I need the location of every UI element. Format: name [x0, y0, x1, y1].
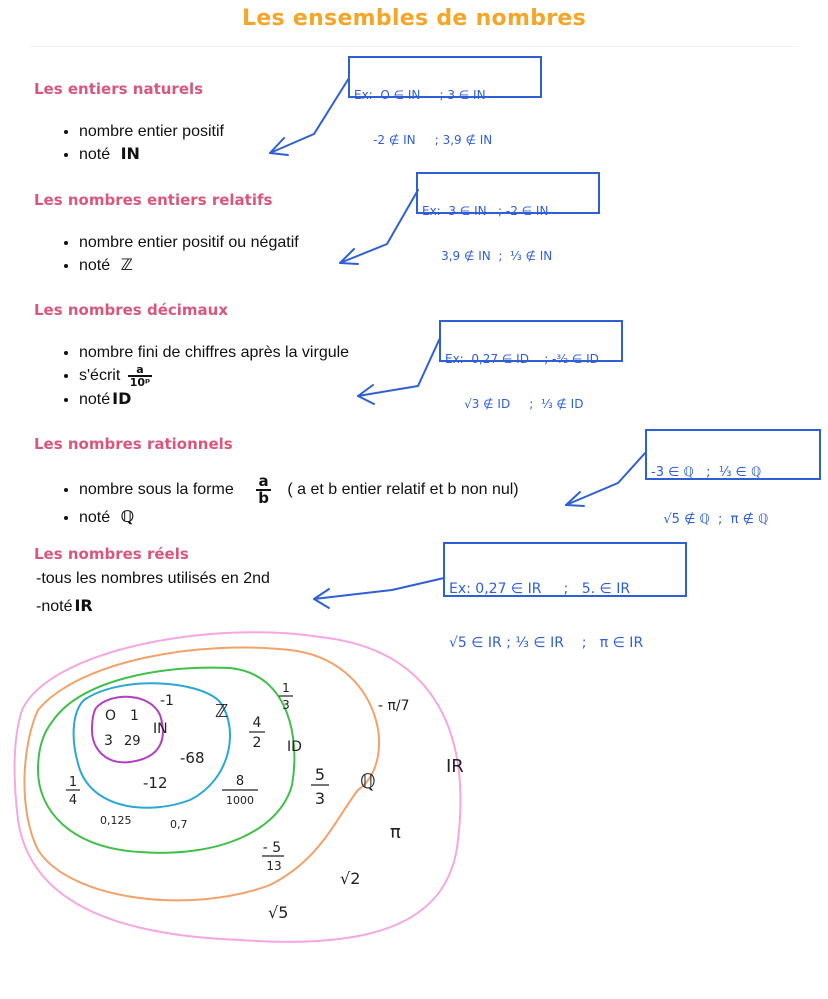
svg-text:1: 1 — [282, 681, 290, 695]
list-item: • noté ℤ — [79, 254, 299, 277]
svg-text:3: 3 — [282, 698, 290, 712]
reels-line-1: -tous les nombres utilisés en 2nd — [36, 570, 270, 587]
heading-decimaux: Les nombres décimaux — [34, 301, 229, 319]
fraction-a-over-10p: $\frac{a}{\text{10ᵖ}}$ — [129, 363, 151, 389]
set-label-Q: ℚ — [360, 769, 376, 793]
svg-text:1000: 1000 — [226, 794, 254, 807]
number-R: √2 — [340, 869, 361, 888]
svg-text:4: 4 — [252, 715, 262, 731]
fraction-D — [222, 774, 258, 807]
svg-text:1: 1 — [68, 775, 78, 790]
number-Z: -1 — [160, 693, 174, 709]
fraction-Q — [311, 765, 329, 808]
list-item: • noté IN — [79, 143, 224, 166]
set-label-N: IN — [153, 721, 168, 737]
number-Z: -68 — [180, 749, 205, 767]
svg-text:3: 3 — [314, 789, 326, 808]
heading-reels: Les nombres réels — [34, 545, 189, 563]
list-item: • nombre fini de chiffres après la virgule — [79, 342, 349, 364]
symbol-rationnels: ℚ — [120, 507, 135, 526]
example-box-naturels: Ex: O ∈ IN ; 3 ∈ IN -2 ∉ IN ; 3,9 ∉ IN — [348, 56, 542, 98]
set-Q-oval — [24, 648, 379, 901]
arrows — [270, 78, 646, 608]
number-N: 3 — [104, 733, 113, 749]
number-R: √5 — [268, 903, 289, 922]
set-label-D: ID — [287, 739, 302, 755]
number-D: 0,125 — [100, 814, 132, 827]
number-N: O — [105, 708, 117, 724]
number-Z: -12 — [143, 774, 168, 792]
list-item: • nombre entier positif ou négatif — [79, 232, 299, 254]
fraction-D — [249, 715, 265, 751]
heading-relatifs: Les nombres entiers relatifs — [34, 191, 273, 209]
number-R: π — [390, 822, 401, 843]
svg-text:2: 2 — [252, 735, 262, 751]
fraction-Q — [279, 681, 293, 712]
number-N: 29 — [124, 734, 141, 749]
svg-text:- 5: - 5 — [262, 840, 282, 856]
number-D: 0,7 — [170, 818, 188, 831]
list-item: • noté ℚ — [79, 506, 519, 529]
set-label-R: IR — [446, 756, 464, 777]
list-item: • nombre entier positif — [79, 121, 224, 143]
number-N: 1 — [130, 708, 139, 724]
svg-text:4: 4 — [68, 793, 78, 808]
svg-text:13: 13 — [266, 859, 282, 873]
example-box-relatifs: Ex: 3 ∈ IN ; -2 ∈ IN 3,9 ∉ IN ; ⅓ ∉ IN — [416, 172, 600, 214]
example-box-decimaux: Ex: 0,27 ∈ ID ; -³⁄₂ ∈ ID √3 ∉ ID ; ⅓ ∉ ID — [439, 320, 623, 362]
symbol-relatifs: ℤ — [120, 255, 133, 274]
arrow-rationnels — [566, 452, 646, 505]
svg-text:5: 5 — [314, 765, 326, 784]
symbol-decimaux: ID — [112, 389, 132, 408]
svg-text:8: 8 — [235, 774, 245, 789]
list-item: • s'écrit $\frac{a}{\text{10ᵖ}}$ — [79, 364, 349, 388]
fraction-a-over-b: $\frac{a}{b}$ — [258, 472, 269, 507]
number-R: - π/7 — [378, 698, 410, 714]
fraction-Q — [262, 840, 284, 873]
list-item: • noté ID — [79, 388, 349, 411]
list-item: • nombre sous la forme $\frac{a}{b}$ ( a et b entier relatif et b non nul) — [79, 474, 519, 506]
example-box-reels: Ex: 0,27 ∈ IR ; 5. ∈ IR √5 ∈ IR ; ⅓ ∈ IR ; π ∈ IR — [443, 542, 687, 597]
fraction-D — [66, 775, 80, 808]
set-label-Z: ℤ — [215, 701, 229, 722]
symbol-naturels: IN — [120, 144, 140, 163]
symbol-reels: IR — [74, 596, 93, 615]
reels-line-2: -noté IR — [36, 596, 93, 615]
heading-naturels: Les entiers naturels — [34, 80, 204, 98]
arrow-reels — [314, 578, 444, 599]
example-box-rationnels: -3 ∈ ℚ ; ⅓ ∈ ℚ √5 ∉ ℚ ; π ∉ ℚ — [645, 429, 821, 480]
heading-rationnels: Les nombres rationnels — [34, 435, 233, 453]
page-title: Les ensembles de nombres — [241, 6, 587, 31]
